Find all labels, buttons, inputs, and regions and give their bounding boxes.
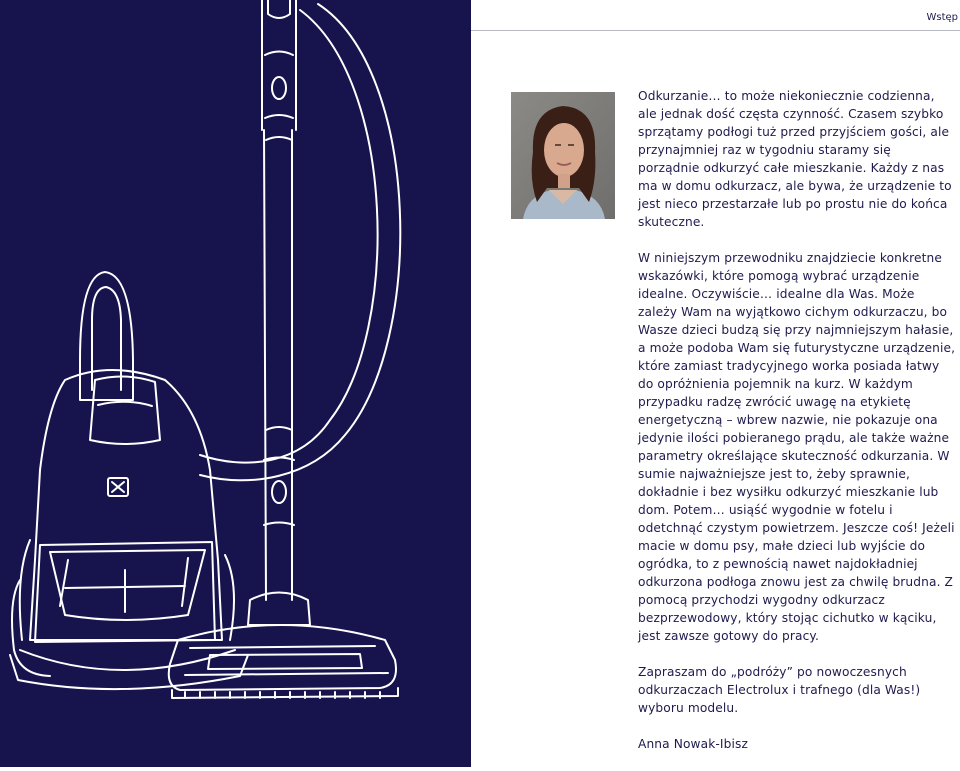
illustration-panel (0, 0, 471, 767)
author-signature: Anna Nowak-Ibisz (638, 737, 748, 751)
article-paragraph-2: W niniejszym przewodniku znajdziecie konkretne wskazówki, które pomogą wybrać urządzenie idealne. Oczywiście… idealne dla Was. Może zależy Wam na wyjątkowo cichym odkurzaczu, bo Wasze dzieci budzą się przy najmniejszym hałasie, a może podoba Wam się futurystyczne urządzenie, które zamiast tradycyjnego worka posiada łatwy do opróżnienia pojemnik na kurz. W każdym przypadku radzę zwrócić uwagę na etykietę energetyczną – wbrew nazwie, nie pokazuje ona jedynie ilości pobieranego prądu, ale także ważne parametry określające skuteczność odkurzania. W sumie najważniejsze jest to, żeby sprawnie, dokładnie i bez wysiłku odkurzyć mieszkanie lub dom. Potem… usiąść wygodnie w fotelu i odetchnąć czystym powietrzem. Jeszcze coś! Jeżeli macie w domu psy, małe dzieci lub wyjście do ogródka, to z pewnością nawet najdokładniej odkurzona podłoga znowu jest za chwilę brudna. Z pomocą przychodzi wygodny odkurzacz bezprzewodowy, który stojąc cichutko w kąciku, jest zawsze gotowy do pracy. (638, 251, 956, 643)
header-rule (471, 30, 960, 31)
section-label: Wstęp (926, 12, 958, 23)
author-portrait (511, 92, 615, 219)
portrait-image (511, 92, 615, 219)
intro-article (638, 87, 956, 771)
article-paragraph-1: Odkurzanie… to może niekoniecznie codzienna, ale jednak dość częsta czynność. Czasem szybko sprzątamy podłogi tuż przed przyjściem gości, ale przynajmniej raz w tygodniu staramy się porządnie odkurzyć całe mieszkanie. Każdy z nas ma w domu odkurzacz, ale bywa, że urządzenie to jest nieco przestarzałe lub po prostu nie do końca skuteczne. (638, 89, 952, 229)
vacuum-cleaner-illustration (0, 0, 471, 767)
article-paragraph-3: Zapraszam do „podróży” po nowoczesnych odkurzaczach Electrolux i trafnego (dla Was!) wyboru modelu. (638, 665, 921, 715)
